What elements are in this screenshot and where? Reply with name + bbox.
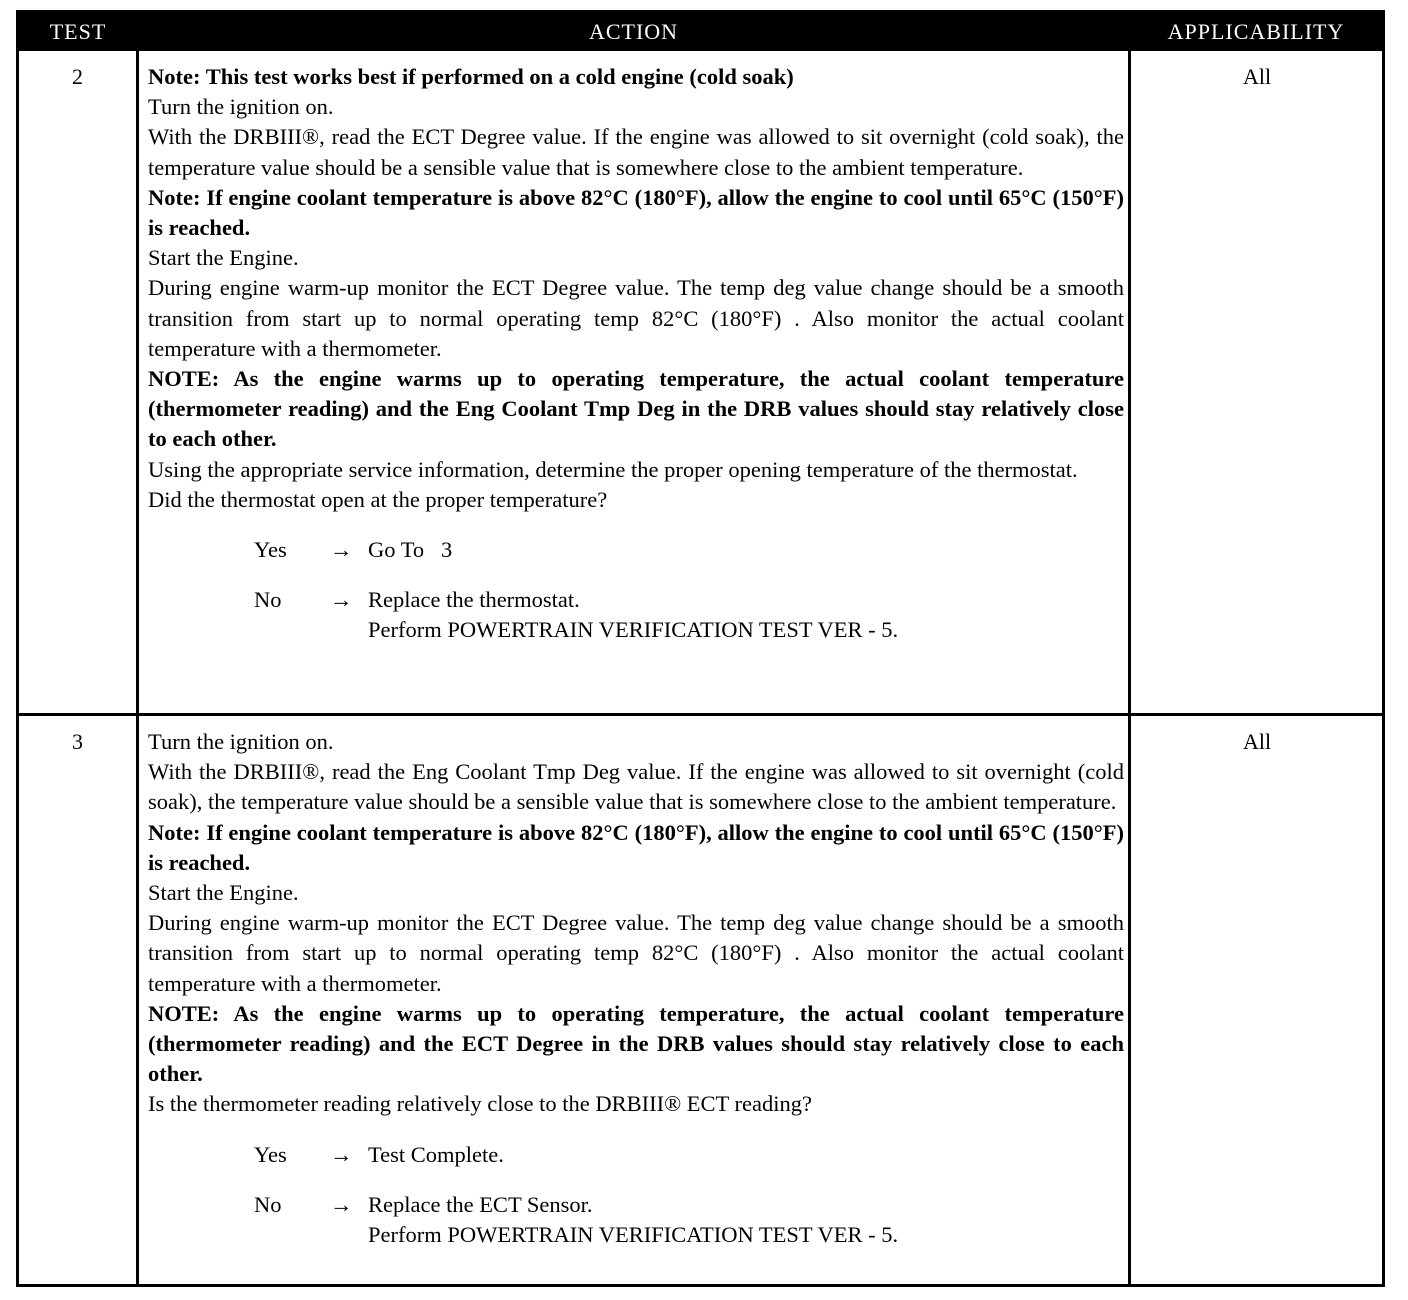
action-line: Note: This test works best if performed on a cold engine (cold soak) xyxy=(148,64,794,89)
response-text: Perform POWERTRAIN VERIFICATION TEST VER - 5. xyxy=(368,1221,899,1247)
action-cell xyxy=(148,62,1124,645)
response-no xyxy=(148,585,1124,645)
response-label: No xyxy=(254,587,282,613)
action-line: Note: If engine coolant temperature is above 82°C (180°F), allow the engine to cool until 65°C (150°F) is reached. xyxy=(148,819,1124,875)
action-cell xyxy=(148,727,1124,1250)
response-text: Test Complete. xyxy=(368,1141,504,1167)
applicability-value: All xyxy=(1242,729,1272,754)
response-yes xyxy=(148,1140,1124,1170)
action-line: With the DRBIII®, read the Eng Coolant Tmp Deg value. If the engine was allowed to sit overnight (cold soak), the temperature value should be a sensible value that is somewhere close to the ambient temperature. xyxy=(148,759,1124,815)
response-text: Perform POWERTRAIN VERIFICATION TEST VER - 5. xyxy=(368,617,899,643)
action-line: Start the Engine. xyxy=(148,880,299,906)
column-divider-applicability xyxy=(1128,51,1131,1287)
action-line: NOTE: As the engine warms up to operating temperature, the actual coolant temperature (thermometer reading) and the ECT Degree in the DRB values should stay relatively close to each other. xyxy=(148,1000,1124,1087)
test-number: 3 xyxy=(72,729,83,754)
action-line: NOTE: As the engine warms up to operating temperature, the actual coolant temperature (thermometer reading) and the Eng Coolant Tmp Deg in the DRB values should stay relatively close to each other. xyxy=(148,366,1124,452)
response-text: Go To 3 xyxy=(368,537,453,563)
right-arrow-icon: → xyxy=(330,537,353,563)
action-line: Turn the ignition on. xyxy=(148,729,334,754)
action-line: With the DRBIII®, read the ECT Degree value. If the engine was allowed to sit overnight (cold soak), the temperature value should be a sensible value that is somewhere close to the ambient temperature. xyxy=(148,124,1124,180)
action-line: Start the Engine. xyxy=(148,245,299,271)
header-test: TEST xyxy=(19,13,137,51)
action-line: During engine warm-up monitor the ECT Degree value. The temp deg value change should be a smooth transition from start up to normal operating temp 82°C (180°F) . Also monitor the actual coolant temperature with a thermometer. xyxy=(148,910,1124,996)
response-label: Yes xyxy=(254,537,287,563)
action-line: Turn the ignition on. xyxy=(148,94,334,120)
header-action: ACTION xyxy=(137,13,1130,51)
column-divider-test xyxy=(136,51,139,1287)
right-arrow-icon: → xyxy=(330,1141,353,1167)
response-no xyxy=(148,1190,1124,1250)
test-number: 2 xyxy=(72,64,83,89)
action-line: Using the appropriate service information, determine the proper opening temperature of the thermostat. xyxy=(148,456,1078,482)
response-label: Yes xyxy=(254,1141,287,1167)
right-arrow-icon: → xyxy=(330,1191,353,1217)
diagnostic-test-table xyxy=(16,10,1385,1287)
action-line: During engine warm-up monitor the ECT Degree value. The temp deg value change should be a smooth transition from start up to normal operating temp 82°C (180°F) . Also monitor the actual coolant temperature with a thermometer. xyxy=(148,275,1124,361)
response-yes xyxy=(148,535,1124,565)
response-label: No xyxy=(254,1191,282,1217)
row-divider xyxy=(19,713,1382,716)
response-text: Replace the ECT Sensor. xyxy=(368,1191,593,1217)
action-line: Is the thermometer reading relatively close to the DRBIII® ECT reading? xyxy=(148,1091,812,1117)
right-arrow-icon: → xyxy=(330,587,353,613)
action-line: Did the thermostat open at the proper temperature? xyxy=(148,486,608,512)
response-text: Replace the thermostat. xyxy=(368,587,580,613)
action-line: Note: If engine coolant temperature is above 82°C (180°F), allow the engine to cool until 65°C (150°F) is reached. xyxy=(148,184,1124,241)
header-applicability: APPLICABILITY xyxy=(1130,13,1382,51)
applicability-value: All xyxy=(1242,64,1272,89)
